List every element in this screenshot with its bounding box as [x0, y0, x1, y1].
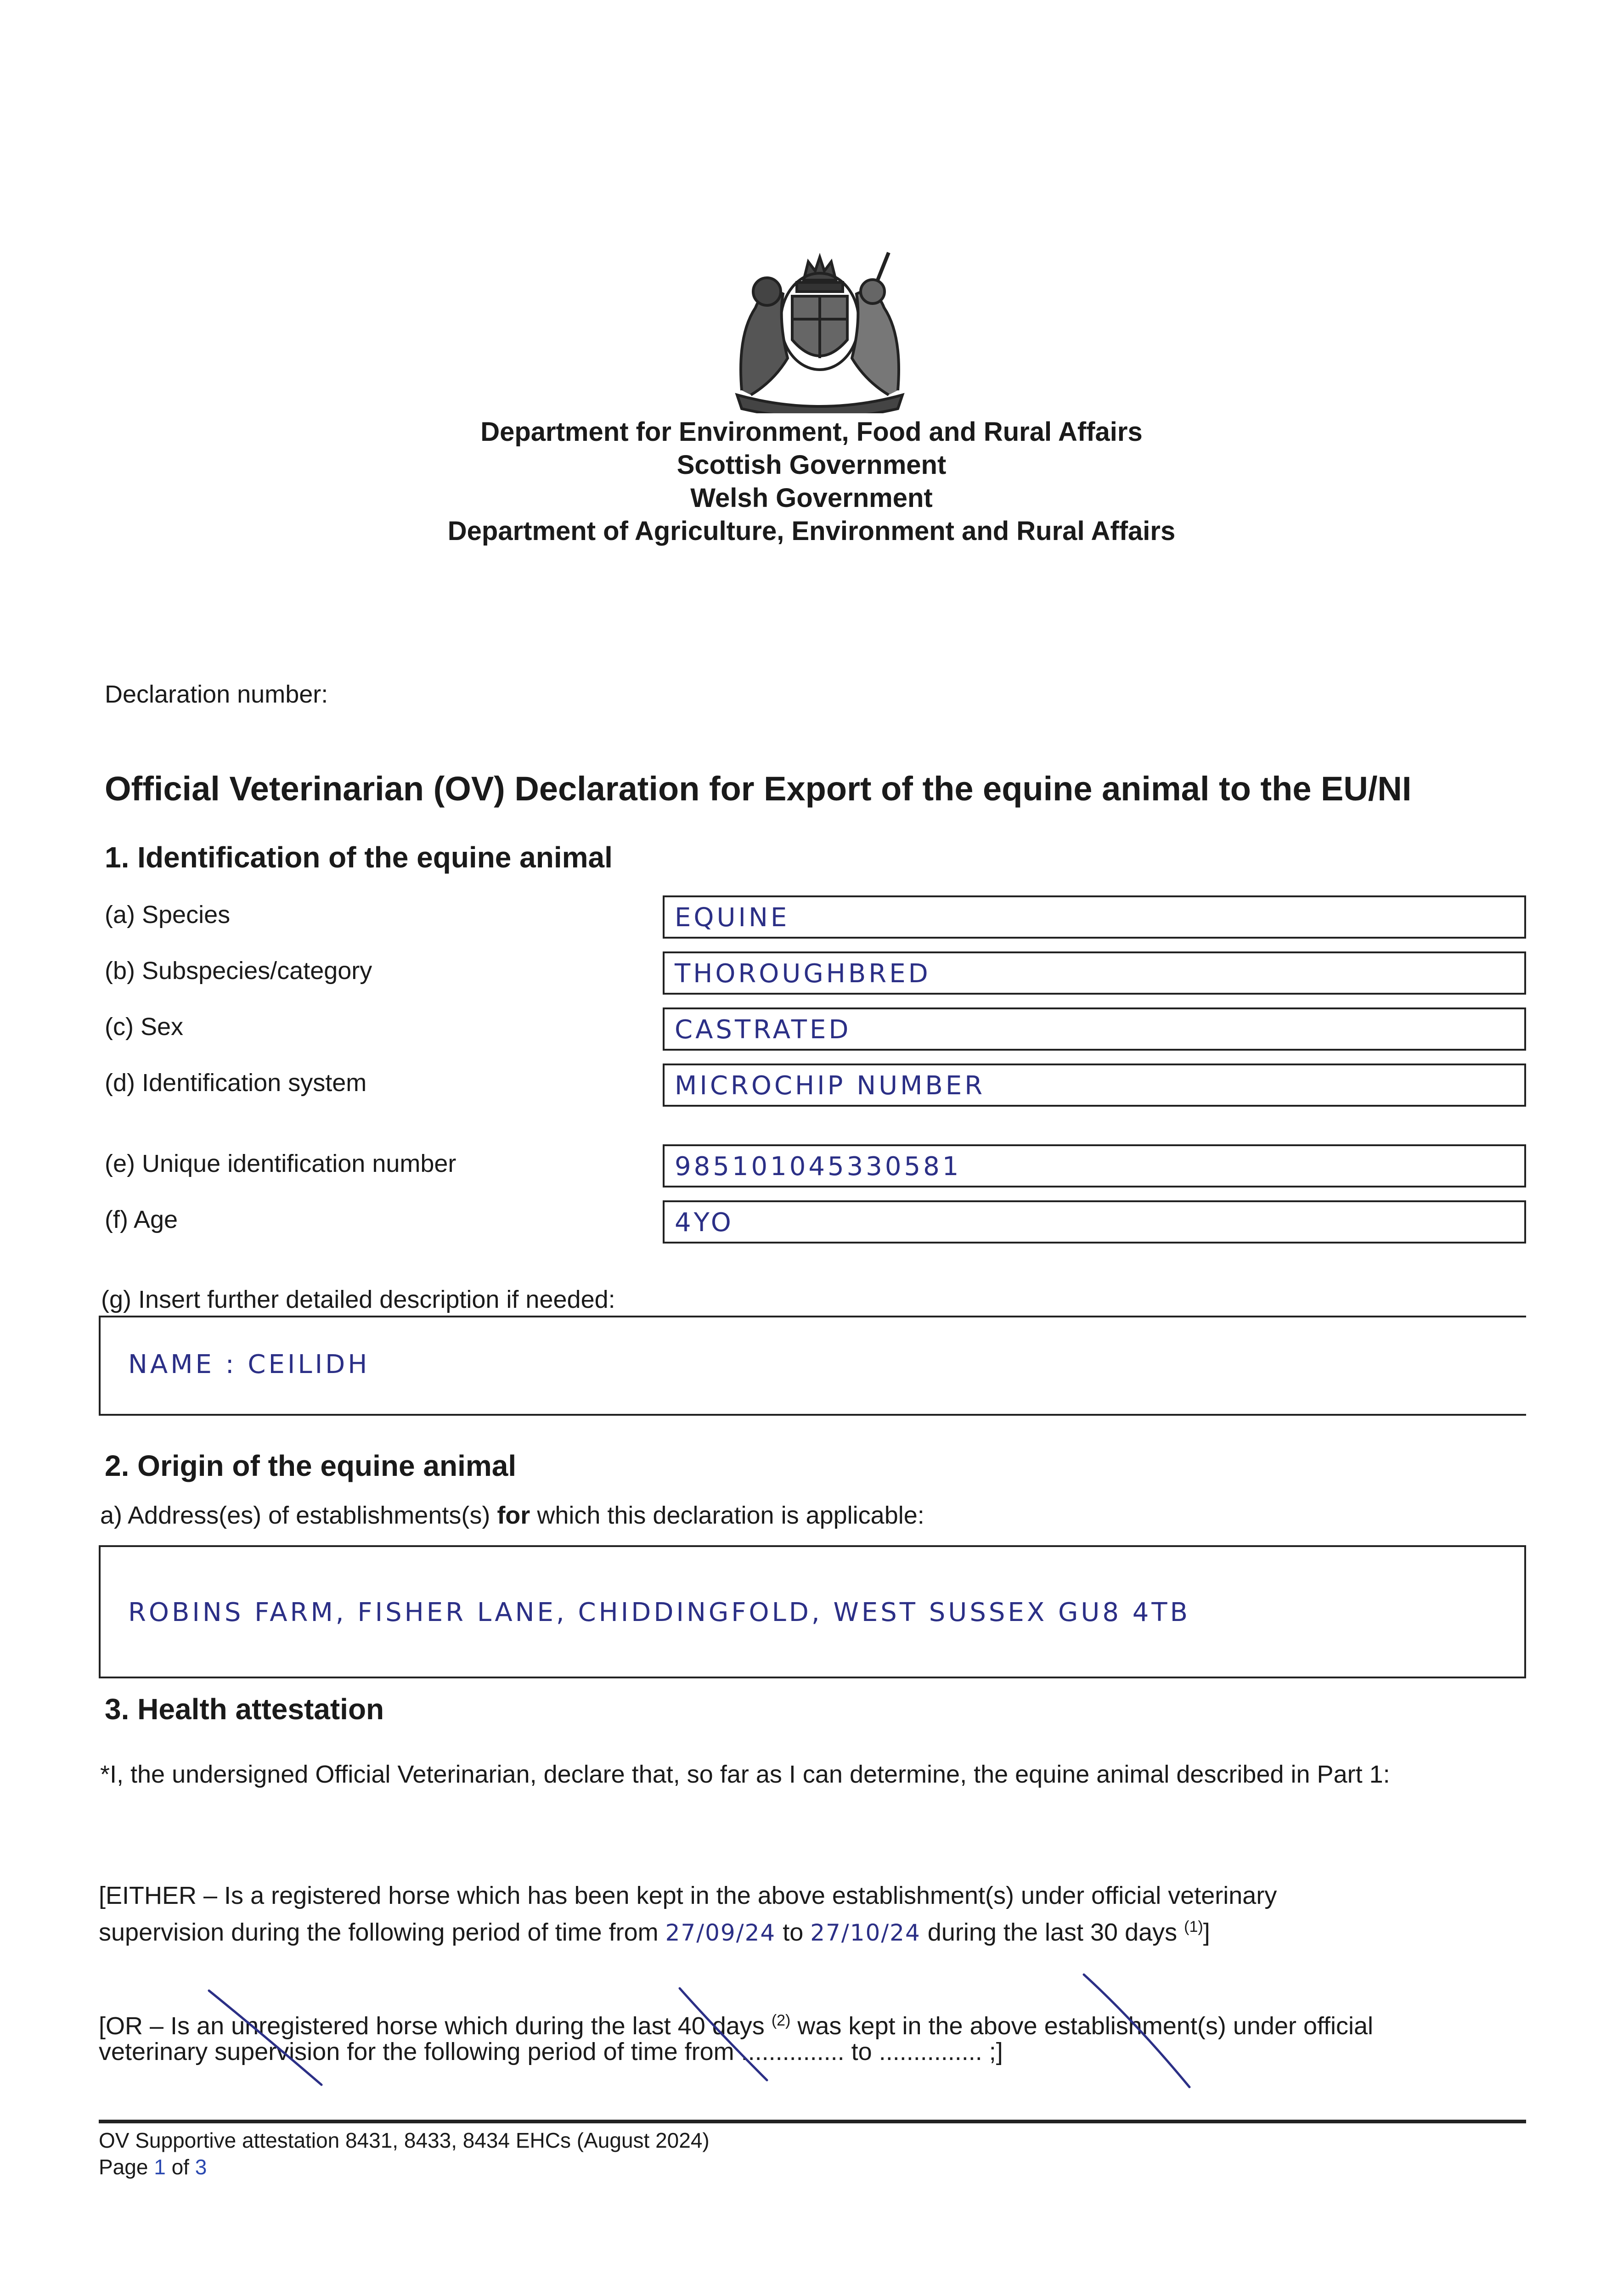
sex-value: CASTRATED	[675, 1015, 851, 1045]
unique-id-field[interactable]	[663, 1144, 1526, 1187]
royal-coat-of-arms-icon	[723, 243, 916, 413]
declaration-number-label: Declaration number:	[105, 681, 328, 708]
footer-page-number: Page 1 of 3	[99, 2155, 207, 2179]
further-description-field[interactable]	[99, 1316, 1526, 1416]
document-title: Official Veterinarian (OV) Declaration for Export of the equine animal to the EU/NI	[105, 770, 1412, 808]
address-value: ROBINS FARM, FISHER LANE, CHIDDINGFOLD, WEST SUSSEX GU8 4TB	[128, 1598, 1191, 1627]
species-label: (a) Species	[105, 901, 231, 929]
health-attestation-intro: *I, the undersigned Official Veterinarian, declare that, so far as I can determine, the equine animal described in Part 1:	[100, 1761, 1390, 1788]
unique-id-label: (e) Unique identification number	[105, 1150, 456, 1177]
subspecies-field[interactable]	[663, 951, 1526, 995]
sex-field[interactable]	[663, 1007, 1526, 1051]
department-name: Department for Environment, Food and Rural Affairs	[480, 417, 1143, 447]
species-value: EQUINE	[675, 903, 790, 933]
section-2-heading: 2. Origin of the equine animal	[105, 1449, 517, 1482]
department-name: Scottish Government	[676, 450, 947, 480]
age-field[interactable]	[663, 1200, 1526, 1244]
address-field[interactable]	[99, 1545, 1526, 1678]
or-clause-line1: [OR – Is an unregistered horse which during the last 40 days $^{(2)}$ was kept in the above establishment(s) under official	[99, 2012, 1374, 2040]
department-name: Welsh Government	[690, 483, 933, 513]
either-clause-line1: [EITHER – Is a registered horse which has been kept in the above establishment(s) under official veterinary	[99, 1882, 1277, 1909]
identification-system-value: MICROCHIP NUMBER	[675, 1071, 986, 1101]
sex-label: (c) Sex	[105, 1013, 184, 1041]
address-intro: a) Address(es) of establishments(s) for which this declaration is applicable:	[100, 1502, 924, 1529]
footer-divider	[99, 2120, 1526, 2123]
department-name: Department of Agriculture, Environment and Rural Affairs	[447, 516, 1176, 546]
section-1-heading: 1. Identification of the equine animal	[105, 841, 613, 874]
further-description-value: NAME : CEILIDH	[128, 1350, 370, 1379]
age-label: (f) Age	[105, 1206, 178, 1233]
species-field[interactable]	[663, 895, 1526, 939]
age-value: 4YO	[675, 1208, 734, 1238]
unique-id-value: 985101045330581	[675, 1152, 962, 1182]
or-clause-line2: veterinary supervision for the following period of time from ............... to ............... ;]	[99, 2038, 1003, 2065]
identification-system-field[interactable]	[663, 1064, 1526, 1107]
period-from-value: 27/09/24	[665, 1919, 776, 1946]
section-3-heading: 3. Health attestation	[105, 1693, 384, 1726]
subspecies-value: THOROUGHBRED	[675, 959, 931, 989]
either-clause-line2: supervision during the following period of time from 27/09/24 to 27/10/24 during the last 30 days $^{(1)}$]	[99, 1918, 1210, 1946]
footer-form-reference: OV Supportive attestation 8431, 8433, 8434 EHCs (August 2024)	[99, 2128, 710, 2152]
subspecies-label: (b) Subspecies/category	[105, 957, 372, 985]
period-to-value: 27/10/24	[810, 1919, 921, 1946]
further-description-label: (g) Insert further detailed description if needed:	[101, 1286, 615, 1313]
identification-system-label: (d) Identification system	[105, 1069, 367, 1097]
